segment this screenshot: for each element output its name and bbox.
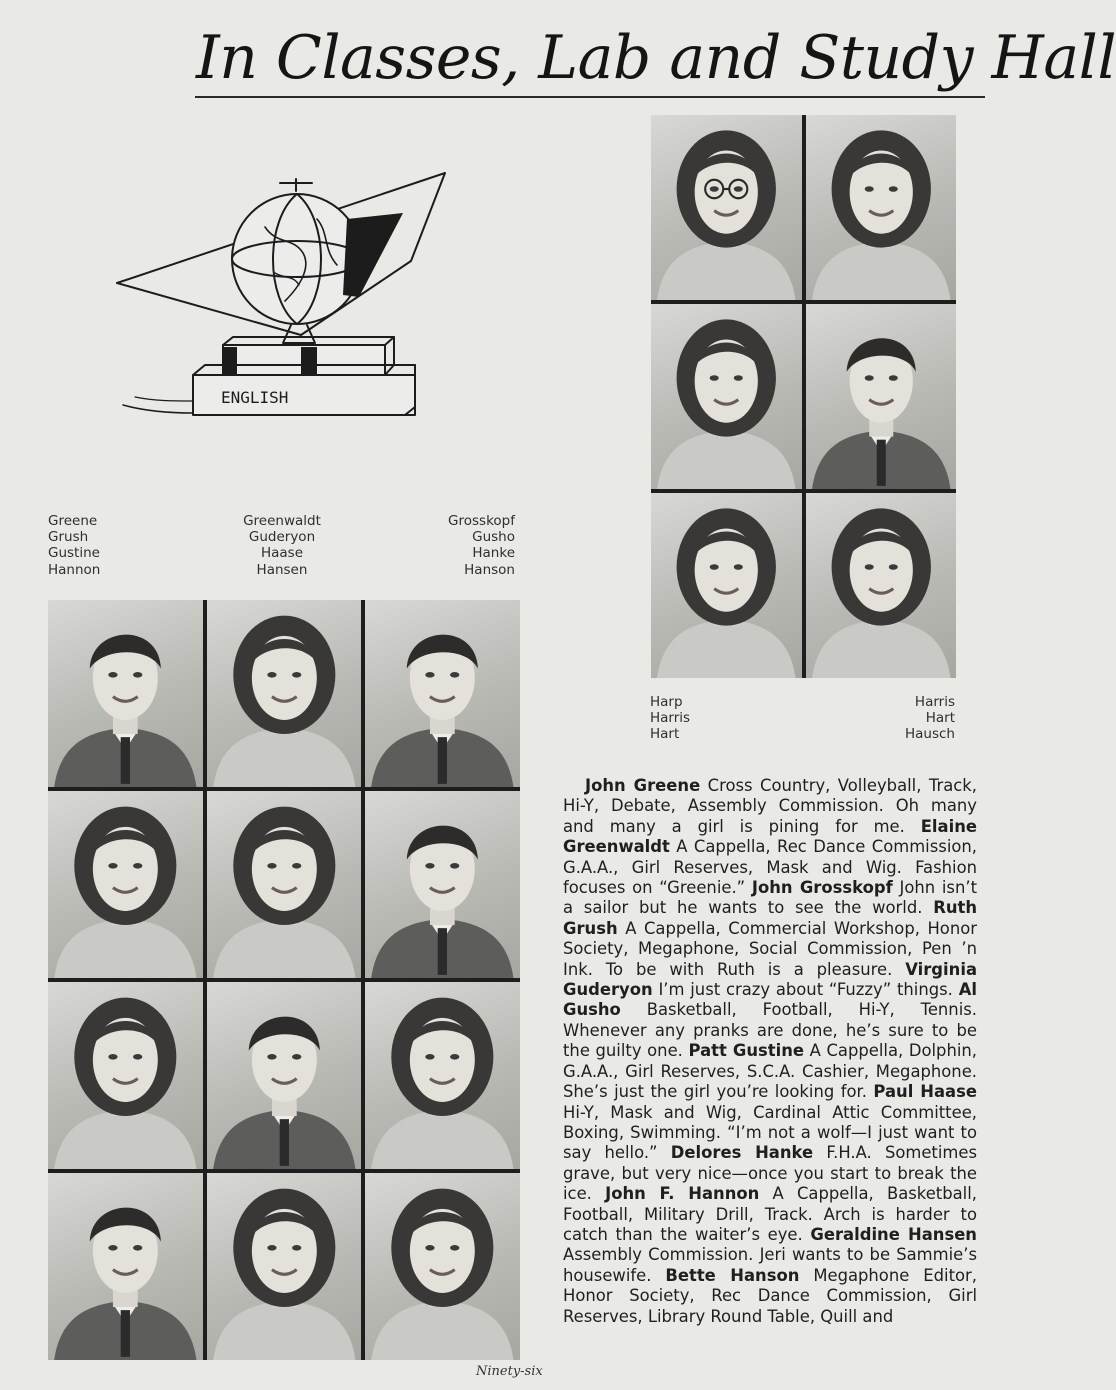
portrait-grid-main — [48, 600, 520, 1360]
bio-name: John Greene — [585, 776, 701, 795]
portrait-photo — [651, 304, 802, 489]
name-entry: Grush — [48, 529, 89, 546]
portrait-photo — [806, 115, 957, 300]
portrait-photo — [207, 982, 362, 1169]
book-label: ENGLISH — [221, 388, 289, 407]
english-globe-illustration — [115, 175, 455, 425]
bio-description: Basketball, Football, Hi-Y, Tennis. Whenever any pranks are done, he’s sure to be the guilty one. — [563, 1000, 977, 1061]
bio-name: Patt Gustine — [688, 1041, 805, 1061]
portrait-photo — [806, 493, 957, 678]
portrait-photo — [207, 1173, 362, 1360]
portrait-photo — [806, 304, 957, 489]
name-column-2 — [222, 513, 342, 578]
name-entry: Harris — [650, 710, 691, 727]
bio-name: Geraldine Hansen — [810, 1224, 977, 1244]
portrait-photo — [365, 791, 520, 978]
bio-description: Cross Country, Volleyball, Track, Hi-Y, Debate, Assembly Commission. Oh many and many a girl is pining for me. — [563, 776, 977, 836]
bio-description: A Cappella, Dolphin, G.A.A., Girl Reserves, S.C.A. Cashier, Megaphone. She’s just the girl you’re looking for. — [563, 1041, 977, 1102]
name-entry: Hansen — [256, 561, 308, 578]
bio-name: Elaine Greenwaldt — [563, 816, 977, 857]
bio-description: A Cappella, Rec Dance Commission, G.A.A., Girl Reserves, Mask and Wig. Fashion focuses on “Greenie.” — [563, 837, 977, 898]
portrait-photo — [48, 982, 203, 1169]
name-column-1 — [48, 513, 100, 578]
bio-description: F.H.A. Sometimes grave, but very nice—once you start to break the ice. — [563, 1143, 977, 1204]
portrait-photo — [365, 982, 520, 1169]
portrait-grid-right — [651, 115, 956, 678]
name-entry: Greenwaldt — [243, 513, 321, 529]
page-number: Ninety-six — [476, 1364, 543, 1379]
name-entry: Gusho — [472, 529, 515, 546]
name-entry: Gustine — [48, 545, 100, 562]
portrait-photo — [651, 115, 802, 300]
bio-name: John F. Hannon — [605, 1184, 760, 1204]
bio-name: Delores Hanke — [670, 1143, 814, 1163]
bio-name: John Grosskopf — [751, 878, 893, 898]
bio-name: Virginia Guderyon — [563, 959, 977, 1000]
name-entry: Guderyon — [248, 529, 316, 546]
portrait-photo — [207, 600, 362, 787]
bio-description: Megaphone Editor, Honor Society, Rec Dance Commission, Girl Reserves, Library Round Table, Quill and — [563, 1265, 977, 1326]
biography-text — [563, 776, 977, 1327]
title-underline — [195, 96, 985, 98]
name-column-3 — [400, 513, 515, 578]
portrait-photo — [207, 791, 362, 978]
name-entry: Harp — [650, 694, 683, 710]
name-entry: Hanson — [464, 561, 515, 578]
bio-description: A Cappella, Commercial Workshop, Honor Society, Megaphone, Social Commission, Pen ’n Ink. To be with Ruth is a pleasure. — [563, 918, 977, 979]
name-entry: Hausch — [905, 726, 955, 743]
name-entry: Hanke — [472, 545, 515, 562]
portrait-photo — [651, 493, 802, 678]
name-entry: Grosskopf — [448, 513, 515, 529]
name-column-right-1 — [650, 694, 690, 743]
bio-description: Assembly Commission. Jeri wants to be Sammie’s housewife. — [563, 1245, 977, 1285]
name-entry: Hart — [925, 710, 955, 727]
portrait-photo — [365, 600, 520, 787]
name-entry: Harris — [914, 694, 955, 710]
bio-name: Al Gusho — [563, 980, 977, 1020]
portrait-photo — [48, 1173, 203, 1360]
bio-name: Paul Haase — [873, 1082, 977, 1102]
name-entry: Greene — [48, 513, 98, 529]
name-entry: Hart — [650, 726, 680, 743]
bio-name: Bette Hanson — [665, 1265, 800, 1285]
name-column-right-2 — [855, 694, 955, 743]
bio-description: John isn’t a sailor but he wants to see the world. — [563, 878, 977, 918]
bio-name: Ruth Grush — [563, 898, 977, 938]
portrait-photo — [365, 1173, 520, 1360]
portrait-photo — [48, 600, 203, 787]
page-title: In Classes, Lab and Study Hall — [196, 23, 1116, 93]
bio-description: I’m just crazy about “Fuzzy” things. — [652, 980, 959, 1000]
name-entry: Hannon — [48, 561, 101, 578]
portrait-photo — [48, 791, 203, 978]
name-entry: Haase — [260, 545, 304, 562]
bio-description: Hi-Y, Mask and Wig, Cardinal Attic Committee, Boxing, Swimming. “I’m not a wolf—I just want to say hello.” — [563, 1102, 977, 1163]
bio-description: A Cappella, Basketball, Football, Military Drill, Track. Arch is harder to catch than the waiter’s eye. — [563, 1184, 977, 1244]
